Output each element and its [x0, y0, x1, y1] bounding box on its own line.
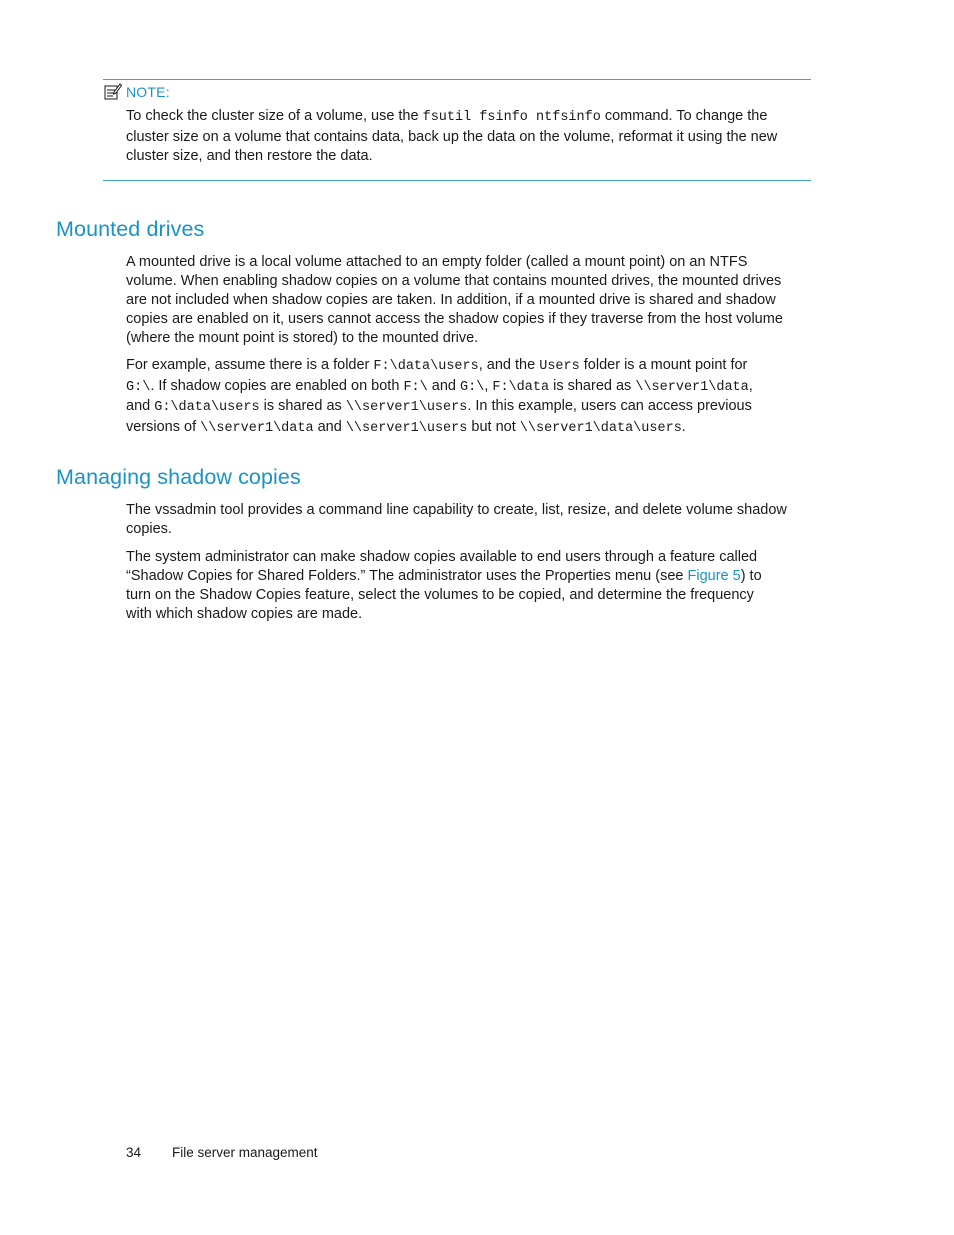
paragraph-line: copies are enabled on it, users cannot access the shadow copies if they traverse from the host volume	[126, 311, 783, 327]
paragraph-line: volume. When enabling shadow copies on a volume that contains mounted drives, the mounted drives	[126, 273, 782, 289]
note-box	[103, 79, 811, 181]
note-icon	[104, 83, 122, 100]
code-path: F:\	[403, 379, 428, 395]
paragraph-line: A mounted drive is a local volume attached to an empty folder (called a mount point) on an NTFS	[126, 254, 748, 270]
code-path: G:\	[126, 379, 151, 395]
paragraph-line	[126, 397, 806, 418]
text-segment: .	[681, 418, 686, 435]
managing-shadow-copies-heading: Managing shadow copies	[56, 465, 301, 489]
text-segment: versions of	[126, 418, 201, 435]
text-segment: . In this example, users can access previous	[467, 398, 752, 414]
code-path: F:\data\users	[373, 359, 479, 374]
mounted-drives-paragraph-2	[126, 356, 806, 438]
text-segment: and	[126, 398, 155, 414]
note-line-2: cluster size on a volume that contains data, back up the data on the volume, reformat it using the new	[126, 128, 778, 145]
text-segment: but not	[467, 418, 520, 435]
text-segment: folder is a mount point for	[579, 357, 748, 373]
code-path: \\server1\data	[635, 379, 749, 395]
mounted-drives-paragraph-1	[126, 253, 806, 348]
text-segment: ,	[484, 377, 493, 394]
note-line-3: cluster size, and then restore the data.	[126, 148, 373, 164]
paragraph-line: (where the mount point is stored) to the mounted drive.	[126, 330, 479, 346]
page-number: 34	[126, 1145, 142, 1160]
note-label: NOTE:	[126, 84, 170, 100]
code-path: G:\	[460, 379, 485, 395]
note-text-segment: To check the cluster size of a volume, use the	[126, 108, 423, 124]
text-segment: is shared as	[259, 398, 346, 414]
paragraph-line	[126, 567, 806, 586]
code-path: \\server1\users	[345, 400, 468, 415]
paragraph-line: turn on the Shadow Copies feature, select the volumes to be copied, and determine the frequency	[126, 587, 754, 603]
text-segment: “Shadow Copies for Shared Folders.” The administrator uses the Properties menu (see	[126, 568, 688, 584]
figure-5-link[interactable]: Figure 5	[687, 568, 741, 584]
paragraph-line: are not included when shadow copies are taken. In addition, if a mounted drive is shared and shadow	[126, 292, 776, 308]
paragraph-line: The vssadmin tool provides a command line capability to create, list, resize, and delete volume shadow	[126, 502, 787, 518]
paragraph-line	[126, 377, 806, 398]
code-path: \\server1\data	[200, 420, 314, 436]
mounted-drives-heading: Mounted drives	[56, 217, 205, 241]
paragraph-line: with which shadow copies are made.	[126, 606, 363, 622]
text-segment: ,	[748, 377, 753, 394]
note-text-segment: command. To change the	[600, 108, 768, 124]
paragraph-line: copies.	[126, 521, 172, 537]
text-segment: ) to	[740, 568, 762, 584]
footer-section-title: File server management	[172, 1145, 318, 1160]
paragraph-line	[126, 418, 806, 439]
text-segment: is shared as	[549, 377, 636, 394]
note-line-1	[126, 107, 806, 128]
text-segment: , and the	[478, 357, 540, 373]
code-path: G:\data\users	[154, 400, 260, 415]
note-command-code: fsutil fsinfo ntfsinfo	[422, 110, 601, 125]
paragraph-line	[126, 356, 806, 377]
text-segment: and	[427, 377, 460, 394]
text-segment: . If shadow copies are enabled on both	[150, 377, 404, 394]
managing-paragraph-1	[126, 501, 806, 539]
code-path: \\server1\users	[345, 420, 468, 436]
code-path: F:\data	[492, 379, 550, 395]
paragraph-line: The system administrator can make shadow copies available to end users through a feature called	[126, 549, 758, 565]
note-text	[126, 107, 806, 167]
page-footer	[126, 1145, 318, 1160]
code-path: \\server1\data\users	[519, 420, 682, 436]
managing-paragraph-2	[126, 548, 806, 624]
code-path: Users	[539, 359, 580, 374]
text-segment: For example, assume there is a folder	[126, 357, 374, 373]
text-segment: and	[313, 418, 346, 435]
